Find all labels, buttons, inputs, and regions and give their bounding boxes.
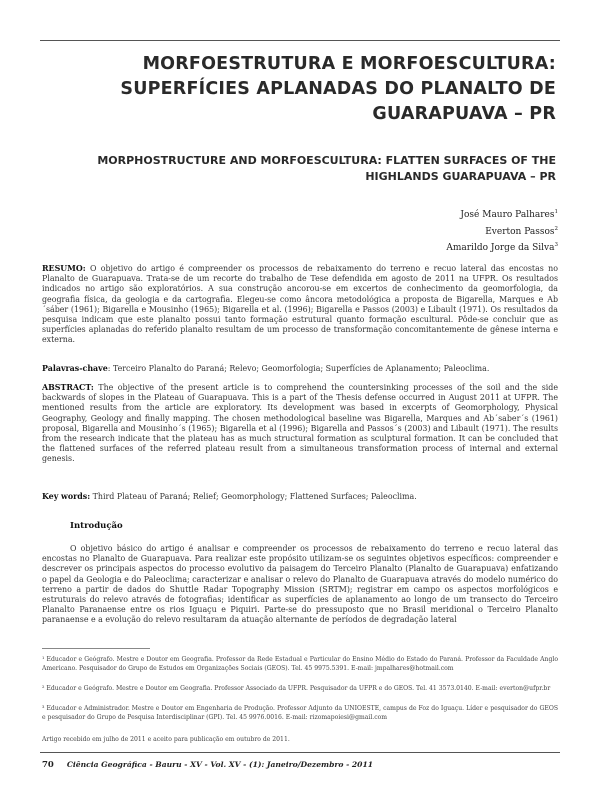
palavras-chave-text: : Terceiro Planalto do Paraná; Relevo; Geomorfologia; Superfícies de Aplanamento; Paleoclima. (107, 364, 490, 373)
author-list (446, 206, 558, 256)
title-pt-line-3: GUARAPUAVA – PR (372, 104, 556, 124)
article-title-en (76, 153, 556, 185)
page-footer (42, 760, 373, 770)
palavras-chave-paragraph (42, 364, 558, 374)
title-en-line-1: MORPHOSTRUCTURE AND MORFOESCULTURA: FLATTEN SURFACES OF THE (97, 154, 556, 167)
footnote-3: ³ Educador e Administrador. Mestre e Doutor em Engenharia de Produção. Professor Adjunto da UNIOESTE, campus de Foz do Iguaçu. Líder e pesquisador do GEOS e pesquisador do Grupo de Pesquisa Interdisciplinar (GPI). Tel. 45 9976.0016. E-mail: rizomapoiesi@gmail.com (42, 705, 558, 721)
keywords-text: Third Plateau of Paraná; Relief; Geomorphology; Flattened Surfaces; Paleoclima. (90, 492, 417, 501)
author (446, 223, 558, 240)
footnote-rule (42, 648, 150, 649)
abstract-paragraph (42, 383, 558, 465)
title-en-line-2: HIGHLANDS GUARAPUAVA – PR (365, 170, 556, 183)
footnote-2: ² Educador e Geógrafo. Mestre e Doutor em Geografia. Professor Associado da UFPR. Pesquisador da UFPR e do GEOS. Tel. 41 3573.0140. E-mail: everton@ufpr.br (42, 685, 551, 692)
article-title-pt (76, 52, 556, 127)
section-heading-introducao: Introdução (70, 521, 123, 531)
keywords-label: Key words: (42, 492, 91, 501)
abstract-label: ABSTRACT: (42, 383, 94, 392)
top-rule (40, 40, 560, 41)
received-note: Artigo recebido em julho de 2011 e aceito para publicação em outubro de 2011. (42, 736, 290, 743)
introduction-paragraph: O objetivo básico do artigo é analisar e compreender os processos de rebaixamento do terreno e recuo lateral das encostas no Planalto de Guarapuava. Para realizar este propósito utilizam-se os seguintes objetivos específicos: compreender e descrever os principais aspectos do processo evolutivo da paisagem do Terceiro Planalto (Planalto de Guarapuava) enfatizando o papel da Geologia e do Paleoclima; caracterizar e analisar o relevo do Planalto de Guarapuava através do modelo numérico do terreno a partir de dados do Shuttle Radar Topography Mission (SRTM); registrar em campo os aspectos morfológicos e estruturais do relevo através de fotografias; identificar as superfícies de aplanamento ao longo de um transecto do Terceiro Planalto Paranaense entre os rios Iguaçu e Piquiri. Parte-se do pressuposto que no Brasil meridional o Terceiro Planalto paranaense e a evolução do relevo resultaram da atuação alternante de períodos de degradação lateral (42, 544, 558, 625)
author (446, 206, 558, 223)
resumo-paragraph (42, 264, 558, 346)
author-footnote-mark: 3 (554, 242, 558, 248)
journal-citation: Ciência Geográfica - Bauru - XV - Vol. XV - (1): Janeiro/Dezembro - 2011 (66, 760, 374, 769)
resumo-text: O objetivo do artigo é compreender os processos de rebaixamento do terreno e recuo lateral das encostas no Planalto de Guarapuava. Trata-se de um recorte do trabalho de Tese defendida em agosto de 2011 na UFPR. Os resultados indicados no artigo são exploratórios. A sua construção ancorou-se em excertos de conhecimento da geomorfologia, da geografia física, da geologia e da cartografia. Elegeu-se como âncora metodológica a proposta de Bigarella, Marques e Ab´sáber (1961); Bigarella e Mousinho (1965); Bigarella et al. (1996); Bigarella e Passos (2003) e Libault (1971). Os resultados da pesquisa indicam que este planalto possui tanto formação estrutural quanto formação escultural. Pôde-se concluir que as superfícies aplanadas do referido planalto resultam de um processo de transformação concomitantemente de gênese interna e externa. (42, 264, 558, 345)
author-footnote-mark: 1 (554, 209, 558, 215)
bottom-rule (40, 752, 560, 753)
footnote-1: ¹ Educador e Geógrafo. Mestre e Doutor em Geografia. Professor da Rede Estadual e Particular do Ensino Médio do Estado do Paraná. Professor da Faculdade Anglo Americano. Pesquisador do Grupo de Estudos em Organizações Sociais (GEOS). Tel. 45 9975.5391. E-mail: jmpalhares@hotmail.com (42, 656, 558, 672)
author-footnote-mark: 2 (554, 225, 558, 232)
author (446, 239, 558, 256)
keywords-paragraph (42, 492, 558, 502)
author-name: José Mauro Palhares (460, 210, 555, 220)
author-name: Everton Passos (485, 226, 555, 237)
author-name: Amarildo Jorge da Silva (446, 243, 555, 253)
title-pt-line-1: MORFOESTRUTURA E MORFOESCULTURA: (142, 54, 556, 74)
abstract-text: The objective of the present article is to comprehend the countersinking processes of the soil and the side backwards of slopes in the Plateau of Guarapuava. This is a part of the Thesis defense occurred in August 2011 at UFPR. The mentioned results from the article are exploratory. Its development was based in excerpts of Geomorphology, Physical Geography, Geology and finally mapping. The chosen methodological baseline was Bigarella, Marques and Ab´saber´s (1961) proposal, Bigarella and Mousinho´s (1965); Bigarella et al (1996); Bigarella and Passos´s (2003) and Libault (1971). The results from the research indicate that the plateau has as much structural formation as sculptural formation. It can be concluded that the flattened surfaces of the referred plateau result from a simultaneous transformation process of internal and external genesis. (42, 383, 558, 464)
page-number: 70 (42, 760, 54, 770)
title-pt-line-2: SUPERFÍCIES APLANADAS DO PLANALTO DE (120, 79, 556, 99)
palavras-chave-label: Palavras-chave (42, 364, 108, 373)
resumo-label: RESUMO: (42, 264, 86, 273)
